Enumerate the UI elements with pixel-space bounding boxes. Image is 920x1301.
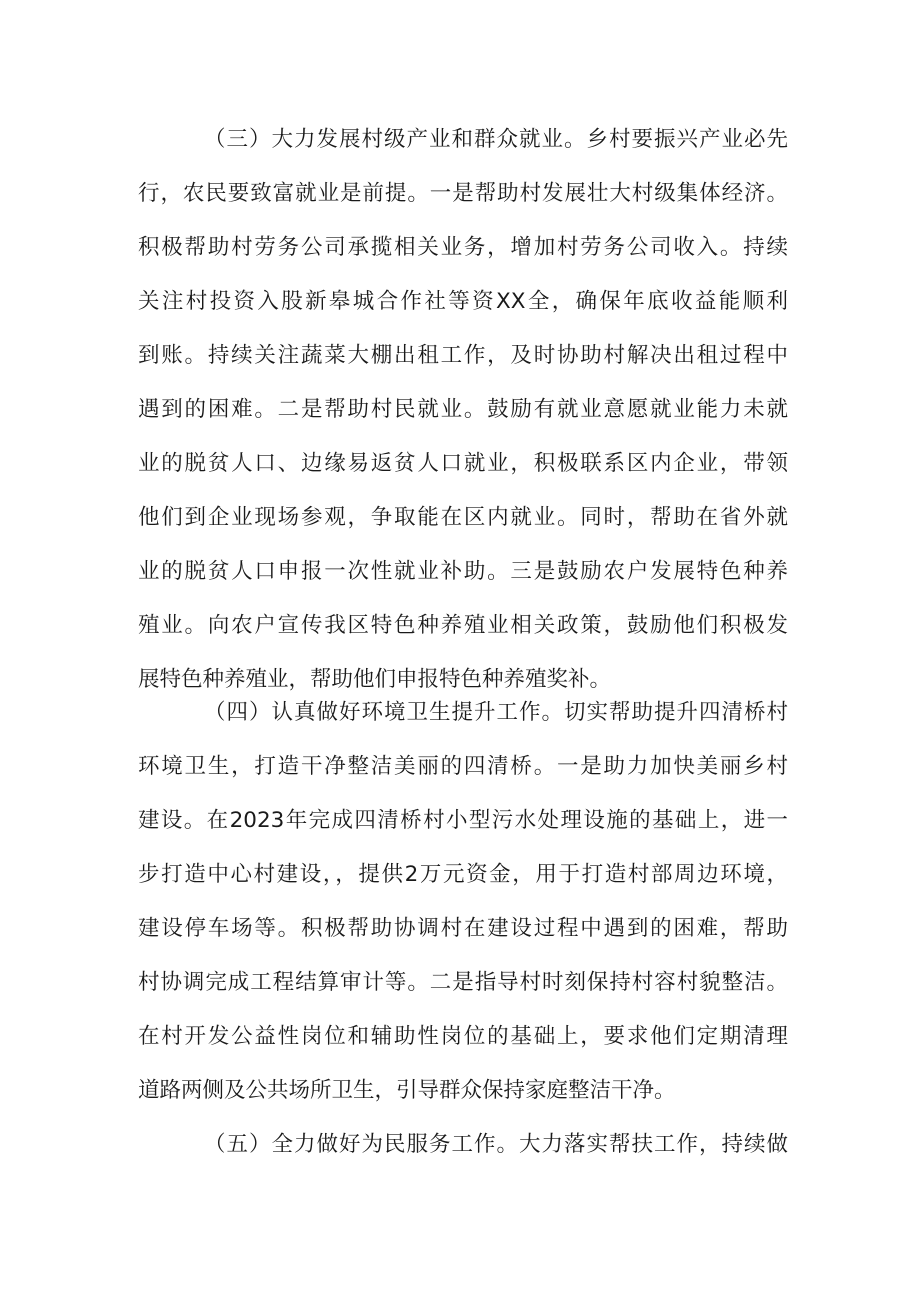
text-line: 展特色种养殖业，帮助他们申报特色种养殖奖补。 xyxy=(138,667,612,692)
paragraph-section-5 xyxy=(138,1118,788,1172)
text-line: 环境卫生，打造干净整洁美丽的四清桥。一是助力加快美丽乡村 xyxy=(138,754,788,779)
text-line: 建设。在2023年完成四清桥村小型污水处理设施的基础上，进一 xyxy=(138,808,788,833)
text-line: 业的脱贫人口申报一次性就业补助。三是鼓励农户发展特色种养 xyxy=(138,559,788,584)
paragraph-section-3 xyxy=(138,113,788,707)
text-line: 殖业。向农户宣传我区特色种养殖业相关政策，鼓励他们积极发 xyxy=(138,613,788,638)
text-line: 关注村投资入股新皋城合作社等资XX全，确保年底收益能顺利 xyxy=(138,289,788,314)
text-line: （三）大力发展村级产业和群众就业。乡村要振兴产业必先 xyxy=(204,127,788,152)
text-line: （五）全力做好为民服务工作。大力落实帮扶工作，持续做 xyxy=(204,1132,788,1157)
text-line: 到账。持续关注蔬菜大棚出租工作，及时协助村解决出租过程中 xyxy=(138,343,788,368)
text-line: 村协调完成工程结算审计等。二是指导村时刻保持村容村貌整洁。 xyxy=(138,970,788,995)
text-line: 遇到的困难。二是帮助村民就业。鼓励有就业意愿就业能力未就 xyxy=(138,397,788,422)
paragraph-section-4 xyxy=(138,686,788,1118)
text-line: 积极帮助村劳务公司承揽相关业务，增加村劳务公司收入。持续 xyxy=(138,235,788,260)
text-line: 业的脱贫人口、边缘易返贫人口就业，积极联系区内企业，带领 xyxy=(138,451,788,476)
text-line: 在村开发公益性岗位和辅助性岗位的基础上，要求他们定期清理 xyxy=(138,1024,788,1049)
text-line: 步打造中心村建设，，提供2万元资金，用于打造村部周边环境， xyxy=(138,862,788,887)
text-line: 行，农民要致富就业是前提。一是帮助村发展壮大村级集体经济。 xyxy=(138,181,788,206)
text-line: 道路两侧及公共场所卫生，引导群众保持家庭整洁干净。 xyxy=(138,1078,676,1103)
text-line: （四）认真做好环境卫生提升工作。切实帮助提升四清桥村 xyxy=(204,700,788,725)
text-line: 他们到企业现场参观，争取能在区内就业。同时，帮助在省外就 xyxy=(138,505,788,530)
text-line: 建设停车场等。积极帮助协调村在建设过程中遇到的困难，帮助 xyxy=(138,916,788,941)
